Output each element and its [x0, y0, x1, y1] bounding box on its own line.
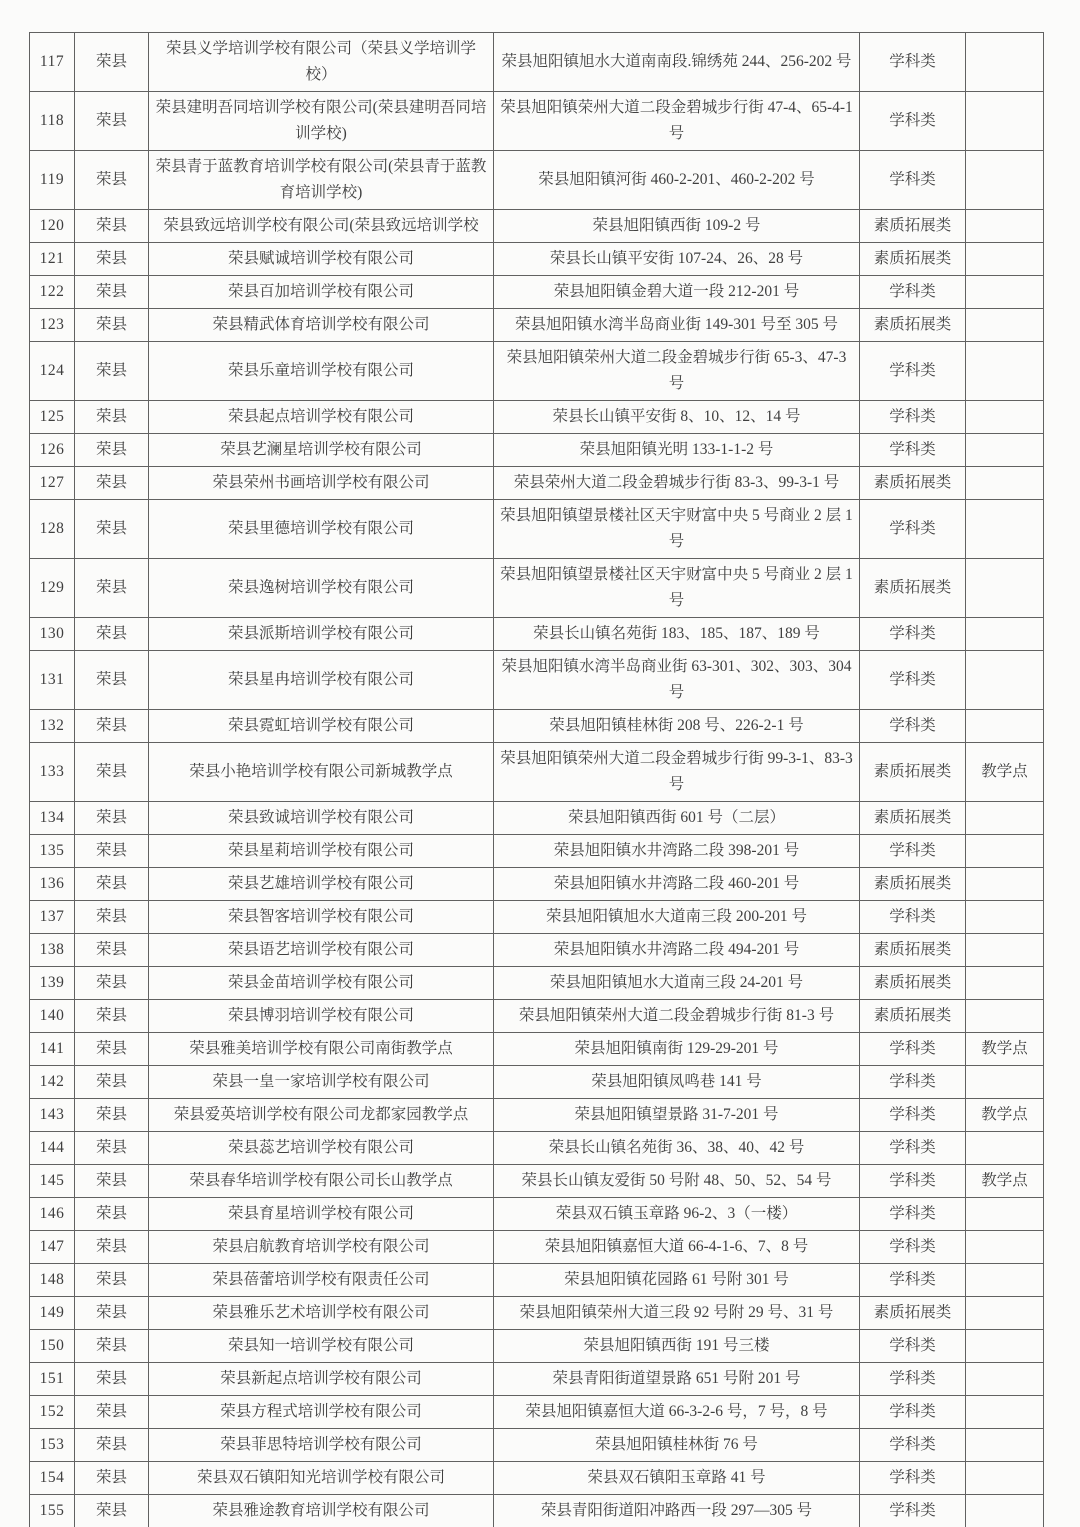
cell-note — [966, 1000, 1044, 1033]
cell-note: 教学点 — [966, 1165, 1044, 1198]
cell-category: 素质拓展类 — [860, 868, 966, 901]
cell-county: 荣县 — [75, 618, 149, 651]
cell-number: 118 — [30, 92, 75, 151]
cell-address: 荣县旭阳镇凤鸣巷 141 号 — [494, 1066, 860, 1099]
cell-number: 134 — [30, 802, 75, 835]
cell-county: 荣县 — [75, 1363, 149, 1396]
cell-number: 143 — [30, 1099, 75, 1132]
cell-address: 荣县荣州大道二段金碧城步行街 83-3、99-3-1 号 — [494, 467, 860, 500]
cell-address: 荣县长山镇友爱街 50 号附 48、50、52、54 号 — [494, 1165, 860, 1198]
cell-note — [966, 500, 1044, 559]
table-row — [30, 618, 1044, 651]
cell-note — [966, 309, 1044, 342]
cell-note — [966, 1066, 1044, 1099]
cell-school-name: 荣县菲思特培训学校有限公司 — [149, 1429, 494, 1462]
cell-note — [966, 1264, 1044, 1297]
cell-school-name: 荣县育星培训学校有限公司 — [149, 1198, 494, 1231]
table-row — [30, 1330, 1044, 1363]
cell-school-name: 荣县启航教育培训学校有限公司 — [149, 1231, 494, 1264]
cell-county: 荣县 — [75, 1297, 149, 1330]
cell-number: 142 — [30, 1066, 75, 1099]
cell-address: 荣县旭阳镇嘉恒大道 66-4-1-6、7、8 号 — [494, 1231, 860, 1264]
table-row — [30, 835, 1044, 868]
cell-number: 149 — [30, 1297, 75, 1330]
table-row — [30, 33, 1044, 92]
cell-number: 130 — [30, 618, 75, 651]
cell-number: 136 — [30, 868, 75, 901]
cell-category: 素质拓展类 — [860, 309, 966, 342]
table-row — [30, 151, 1044, 210]
cell-school-name: 荣县逸树培训学校有限公司 — [149, 559, 494, 618]
cell-county: 荣县 — [75, 210, 149, 243]
cell-number: 127 — [30, 467, 75, 500]
cell-note — [966, 434, 1044, 467]
cell-address: 荣县旭阳镇水湾半岛商业街 63-301、302、303、304 号 — [494, 651, 860, 710]
table-row — [30, 868, 1044, 901]
cell-school-name: 荣县蓓蕾培训学校有限责任公司 — [149, 1264, 494, 1297]
cell-note — [966, 1330, 1044, 1363]
cell-category: 素质拓展类 — [860, 559, 966, 618]
cell-category: 素质拓展类 — [860, 1000, 966, 1033]
cell-address: 荣县长山镇名苑街 183、185、187、189 号 — [494, 618, 860, 651]
cell-address: 荣县旭阳镇荣州大道三段 92 号附 29 号、31 号 — [494, 1297, 860, 1330]
table-row — [30, 401, 1044, 434]
cell-county: 荣县 — [75, 500, 149, 559]
cell-category: 学科类 — [860, 500, 966, 559]
cell-county: 荣县 — [75, 434, 149, 467]
cell-category: 素质拓展类 — [860, 467, 966, 500]
cell-number: 147 — [30, 1231, 75, 1264]
cell-school-name: 荣县义学培训学校有限公司（荣县义学培训学校） — [149, 33, 494, 92]
cell-category: 学科类 — [860, 1231, 966, 1264]
table-row — [30, 1396, 1044, 1429]
cell-school-name: 荣县致诚培训学校有限公司 — [149, 802, 494, 835]
cell-school-name: 荣县知一培训学校有限公司 — [149, 1330, 494, 1363]
cell-category: 素质拓展类 — [860, 243, 966, 276]
cell-note — [966, 342, 1044, 401]
cell-category: 学科类 — [860, 1363, 966, 1396]
cell-county: 荣县 — [75, 243, 149, 276]
cell-address: 荣县长山镇名苑街 36、38、40、42 号 — [494, 1132, 860, 1165]
cell-category: 学科类 — [860, 1462, 966, 1495]
table-row — [30, 434, 1044, 467]
cell-number: 120 — [30, 210, 75, 243]
table-row — [30, 651, 1044, 710]
cell-address: 荣县旭阳镇望景楼社区天宇财富中央 5 号商业 2 层 1 号 — [494, 559, 860, 618]
cell-number: 150 — [30, 1330, 75, 1363]
cell-school-name: 荣县致远培训学校有限公司(荣县致远培训学校 — [149, 210, 494, 243]
cell-number: 135 — [30, 835, 75, 868]
cell-category: 素质拓展类 — [860, 967, 966, 1000]
cell-county: 荣县 — [75, 743, 149, 802]
cell-number: 148 — [30, 1264, 75, 1297]
cell-county: 荣县 — [75, 1231, 149, 1264]
cell-school-name: 荣县精武体育培训学校有限公司 — [149, 309, 494, 342]
cell-note — [966, 33, 1044, 92]
cell-county: 荣县 — [75, 559, 149, 618]
cell-address: 荣县旭阳镇花园路 61 号附 301 号 — [494, 1264, 860, 1297]
cell-number: 128 — [30, 500, 75, 559]
table-row — [30, 1000, 1044, 1033]
table-row — [30, 92, 1044, 151]
table-row — [30, 342, 1044, 401]
cell-county: 荣县 — [75, 1165, 149, 1198]
cell-county: 荣县 — [75, 802, 149, 835]
table-row — [30, 1231, 1044, 1264]
cell-county: 荣县 — [75, 1000, 149, 1033]
cell-category: 学科类 — [860, 1264, 966, 1297]
cell-address: 荣县青阳街道望景路 651 号附 201 号 — [494, 1363, 860, 1396]
cell-category: 学科类 — [860, 276, 966, 309]
cell-county: 荣县 — [75, 401, 149, 434]
table-row — [30, 1033, 1044, 1066]
cell-note — [966, 1363, 1044, 1396]
table-row — [30, 710, 1044, 743]
cell-note — [966, 901, 1044, 934]
cell-category: 素质拓展类 — [860, 210, 966, 243]
cell-number: 126 — [30, 434, 75, 467]
cell-address: 荣县旭阳镇水井湾路二段 494-201 号 — [494, 934, 860, 967]
cell-address: 荣县旭阳镇水井湾路二段 398-201 号 — [494, 835, 860, 868]
cell-note — [966, 1495, 1044, 1527]
cell-category: 素质拓展类 — [860, 802, 966, 835]
cell-address: 荣县旭阳镇望景楼社区天宇财富中央 5 号商业 2 层 1 号 — [494, 500, 860, 559]
cell-note — [966, 802, 1044, 835]
table-row — [30, 1264, 1044, 1297]
cell-school-name: 荣县爱英培训学校有限公司龙都家园教学点 — [149, 1099, 494, 1132]
cell-county: 荣县 — [75, 901, 149, 934]
cell-note — [966, 467, 1044, 500]
cell-county: 荣县 — [75, 710, 149, 743]
cell-category: 素质拓展类 — [860, 743, 966, 802]
cell-category: 学科类 — [860, 1198, 966, 1231]
cell-category: 学科类 — [860, 1495, 966, 1527]
cell-address: 荣县双石镇玉章路 96-2、3（一楼） — [494, 1198, 860, 1231]
cell-note — [966, 210, 1044, 243]
cell-school-name: 荣县青于蓝教育培训学校有限公司(荣县青于蓝教育培训学校) — [149, 151, 494, 210]
cell-category: 学科类 — [860, 1033, 966, 1066]
cell-address: 荣县旭阳镇金碧大道一段 212-201 号 — [494, 276, 860, 309]
cell-address: 荣县旭阳镇西街 109-2 号 — [494, 210, 860, 243]
cell-category: 学科类 — [860, 1396, 966, 1429]
cell-note: 教学点 — [966, 1033, 1044, 1066]
cell-note — [966, 1132, 1044, 1165]
cell-school-name: 荣县新起点培训学校有限公司 — [149, 1363, 494, 1396]
table-row — [30, 802, 1044, 835]
cell-number: 131 — [30, 651, 75, 710]
table-row — [30, 967, 1044, 1000]
table-row — [30, 1165, 1044, 1198]
cell-number: 129 — [30, 559, 75, 618]
cell-note — [966, 835, 1044, 868]
cell-note — [966, 559, 1044, 618]
cell-category: 素质拓展类 — [860, 1297, 966, 1330]
cell-number: 117 — [30, 33, 75, 92]
cell-number: 124 — [30, 342, 75, 401]
cell-county: 荣县 — [75, 1429, 149, 1462]
cell-number: 154 — [30, 1462, 75, 1495]
cell-school-name: 荣县双石镇阳知光培训学校有限公司 — [149, 1462, 494, 1495]
cell-number: 123 — [30, 309, 75, 342]
cell-address: 荣县旭阳镇荣州大道二段金碧城步行街 47-4、65-4-1 号 — [494, 92, 860, 151]
cell-county: 荣县 — [75, 967, 149, 1000]
cell-category: 学科类 — [860, 1132, 966, 1165]
cell-school-name: 荣县荣州书画培训学校有限公司 — [149, 467, 494, 500]
cell-category: 学科类 — [860, 1330, 966, 1363]
cell-school-name: 荣县小艳培训学校有限公司新城教学点 — [149, 743, 494, 802]
cell-category: 学科类 — [860, 835, 966, 868]
cell-school-name: 荣县金苗培训学校有限公司 — [149, 967, 494, 1000]
table-row — [30, 934, 1044, 967]
cell-note — [966, 1198, 1044, 1231]
cell-school-name: 荣县霓虹培训学校有限公司 — [149, 710, 494, 743]
cell-note — [966, 934, 1044, 967]
cell-note — [966, 1396, 1044, 1429]
cell-number: 121 — [30, 243, 75, 276]
cell-county: 荣县 — [75, 342, 149, 401]
cell-number: 138 — [30, 934, 75, 967]
table-row — [30, 467, 1044, 500]
cell-number: 139 — [30, 967, 75, 1000]
cell-note — [966, 618, 1044, 651]
cell-school-name: 荣县博羽培训学校有限公司 — [149, 1000, 494, 1033]
cell-address: 荣县旭阳镇水湾半岛商业街 149-301 号至 305 号 — [494, 309, 860, 342]
cell-note: 教学点 — [966, 1099, 1044, 1132]
cell-note — [966, 967, 1044, 1000]
cell-category: 学科类 — [860, 710, 966, 743]
table-row — [30, 1429, 1044, 1462]
cell-county: 荣县 — [75, 1264, 149, 1297]
cell-note — [966, 868, 1044, 901]
table-row — [30, 901, 1044, 934]
table-row — [30, 1198, 1044, 1231]
cell-school-name: 荣县雅乐艺术培训学校有限公司 — [149, 1297, 494, 1330]
cell-address: 荣县青阳街道阳冲路西一段 297—305 号 — [494, 1495, 860, 1527]
cell-note: 教学点 — [966, 743, 1044, 802]
cell-note — [966, 151, 1044, 210]
cell-school-name: 荣县语艺培训学校有限公司 — [149, 934, 494, 967]
cell-address: 荣县旭阳镇西街 191 号三楼 — [494, 1330, 860, 1363]
cell-county: 荣县 — [75, 1132, 149, 1165]
cell-county: 荣县 — [75, 835, 149, 868]
cell-address: 荣县旭阳镇南街 129-29-201 号 — [494, 1033, 860, 1066]
cell-county: 荣县 — [75, 1198, 149, 1231]
cell-school-name: 荣县艺澜星培训学校有限公司 — [149, 434, 494, 467]
cell-school-name: 荣县星莉培训学校有限公司 — [149, 835, 494, 868]
table-row — [30, 1297, 1044, 1330]
cell-address: 荣县旭阳镇嘉恒大道 66-3-2-6 号，7 号，8 号 — [494, 1396, 860, 1429]
table-row — [30, 500, 1044, 559]
cell-school-name: 荣县智客培训学校有限公司 — [149, 901, 494, 934]
cell-note — [966, 1231, 1044, 1264]
cell-address: 荣县旭阳镇西街 601 号（二层） — [494, 802, 860, 835]
cell-school-name: 荣县艺雄培训学校有限公司 — [149, 868, 494, 901]
cell-note — [966, 92, 1044, 151]
cell-county: 荣县 — [75, 1099, 149, 1132]
cell-note — [966, 276, 1044, 309]
cell-county: 荣县 — [75, 868, 149, 901]
cell-category: 学科类 — [860, 92, 966, 151]
cell-category: 学科类 — [860, 618, 966, 651]
cell-county: 荣县 — [75, 151, 149, 210]
cell-address: 荣县双石镇阳玉章路 41 号 — [494, 1462, 860, 1495]
cell-county: 荣县 — [75, 1462, 149, 1495]
table-row — [30, 1066, 1044, 1099]
table-row — [30, 1099, 1044, 1132]
cell-school-name: 荣县起点培训学校有限公司 — [149, 401, 494, 434]
cell-number: 146 — [30, 1198, 75, 1231]
cell-number: 140 — [30, 1000, 75, 1033]
cell-county: 荣县 — [75, 276, 149, 309]
cell-school-name: 荣县百加培训学校有限公司 — [149, 276, 494, 309]
cell-school-name: 荣县星冉培训学校有限公司 — [149, 651, 494, 710]
cell-number: 119 — [30, 151, 75, 210]
cell-address: 荣县旭阳镇旭水大道南三段 24-201 号 — [494, 967, 860, 1000]
cell-address: 荣县旭阳镇旭水大道南南段.锦绣苑 244、256-202 号 — [494, 33, 860, 92]
cell-address: 荣县旭阳镇河街 460-2-201、460-2-202 号 — [494, 151, 860, 210]
cell-number: 145 — [30, 1165, 75, 1198]
cell-school-name: 荣县方程式培训学校有限公司 — [149, 1396, 494, 1429]
cell-note — [966, 1462, 1044, 1495]
training-schools-table — [29, 32, 1044, 1527]
cell-county: 荣县 — [75, 1033, 149, 1066]
cell-note — [966, 1297, 1044, 1330]
cell-number: 133 — [30, 743, 75, 802]
cell-number: 152 — [30, 1396, 75, 1429]
table-row — [30, 210, 1044, 243]
table-row — [30, 276, 1044, 309]
cell-school-name: 荣县里德培训学校有限公司 — [149, 500, 494, 559]
cell-county: 荣县 — [75, 33, 149, 92]
cell-school-name: 荣县春华培训学校有限公司长山教学点 — [149, 1165, 494, 1198]
cell-category: 学科类 — [860, 1099, 966, 1132]
cell-school-name: 荣县建明吾同培训学校有限公司(荣县建明吾同培训学校) — [149, 92, 494, 151]
cell-number: 122 — [30, 276, 75, 309]
cell-address: 荣县旭阳镇荣州大道二段金碧城步行街 99-3-1、83-3 号 — [494, 743, 860, 802]
cell-category: 学科类 — [860, 434, 966, 467]
cell-address: 荣县旭阳镇旭水大道南三段 200-201 号 — [494, 901, 860, 934]
cell-county: 荣县 — [75, 651, 149, 710]
cell-number: 155 — [30, 1495, 75, 1527]
cell-note — [966, 401, 1044, 434]
cell-address: 荣县旭阳镇荣州大道二段金碧城步行街 65-3、47-3 号 — [494, 342, 860, 401]
cell-county: 荣县 — [75, 1066, 149, 1099]
cell-category: 学科类 — [860, 1429, 966, 1462]
cell-address: 荣县旭阳镇光明 133-1-1-2 号 — [494, 434, 860, 467]
cell-county: 荣县 — [75, 309, 149, 342]
cell-note — [966, 243, 1044, 276]
cell-address: 荣县旭阳镇桂林街 76 号 — [494, 1429, 860, 1462]
cell-address: 荣县旭阳镇水井湾路二段 460-201 号 — [494, 868, 860, 901]
cell-number: 153 — [30, 1429, 75, 1462]
table-row — [30, 1363, 1044, 1396]
cell-school-name: 荣县雅美培训学校有限公司南街教学点 — [149, 1033, 494, 1066]
cell-note — [966, 1429, 1044, 1462]
cell-category: 学科类 — [860, 401, 966, 434]
cell-category: 学科类 — [860, 342, 966, 401]
table-row — [30, 743, 1044, 802]
cell-number: 144 — [30, 1132, 75, 1165]
cell-county: 荣县 — [75, 92, 149, 151]
cell-school-name: 荣县乐童培训学校有限公司 — [149, 342, 494, 401]
cell-county: 荣县 — [75, 1396, 149, 1429]
cell-county: 荣县 — [75, 467, 149, 500]
cell-category: 学科类 — [860, 1165, 966, 1198]
cell-address: 荣县长山镇平安街 107-24、26、28 号 — [494, 243, 860, 276]
cell-county: 荣县 — [75, 1495, 149, 1527]
cell-category: 学科类 — [860, 33, 966, 92]
cell-number: 125 — [30, 401, 75, 434]
cell-school-name: 荣县蕊艺培训学校有限公司 — [149, 1132, 494, 1165]
cell-number: 151 — [30, 1363, 75, 1396]
table-row — [30, 1462, 1044, 1495]
cell-county: 荣县 — [75, 1330, 149, 1363]
cell-category: 素质拓展类 — [860, 934, 966, 967]
table-row — [30, 309, 1044, 342]
cell-note — [966, 710, 1044, 743]
cell-category: 学科类 — [860, 1066, 966, 1099]
cell-note — [966, 651, 1044, 710]
cell-address: 荣县长山镇平安街 8、10、12、14 号 — [494, 401, 860, 434]
table-row — [30, 559, 1044, 618]
cell-category: 学科类 — [860, 651, 966, 710]
cell-category: 学科类 — [860, 151, 966, 210]
cell-number: 137 — [30, 901, 75, 934]
cell-school-name: 荣县一皇一家培训学校有限公司 — [149, 1066, 494, 1099]
table-row — [30, 243, 1044, 276]
table-row — [30, 1495, 1044, 1527]
cell-school-name: 荣县雅途教育培训学校有限公司 — [149, 1495, 494, 1527]
cell-number: 141 — [30, 1033, 75, 1066]
cell-county: 荣县 — [75, 934, 149, 967]
table-row — [30, 1132, 1044, 1165]
cell-school-name: 荣县赋诚培训学校有限公司 — [149, 243, 494, 276]
table-body — [30, 33, 1044, 1527]
cell-school-name: 荣县派斯培训学校有限公司 — [149, 618, 494, 651]
cell-number: 132 — [30, 710, 75, 743]
cell-address: 荣县旭阳镇望景路 31-7-201 号 — [494, 1099, 860, 1132]
cell-category: 学科类 — [860, 901, 966, 934]
cell-address: 荣县旭阳镇荣州大道二段金碧城步行街 81-3 号 — [494, 1000, 860, 1033]
cell-address: 荣县旭阳镇桂林街 208 号、226-2-1 号 — [494, 710, 860, 743]
